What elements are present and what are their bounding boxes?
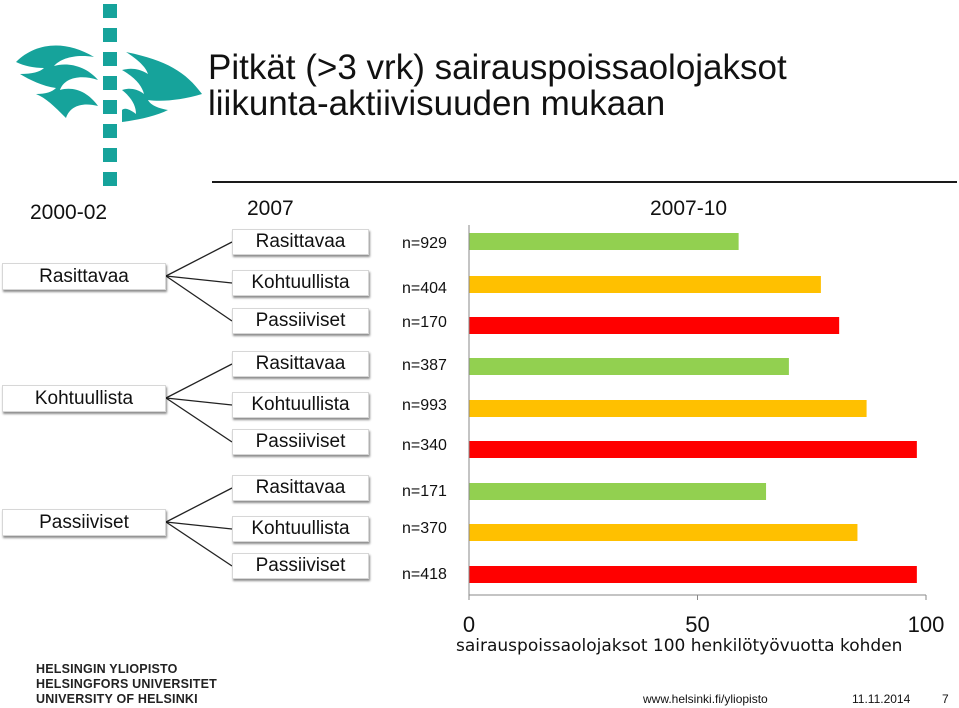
bar-4	[469, 358, 789, 375]
n-label: n=340	[402, 437, 447, 454]
bar-1	[469, 233, 739, 250]
n-label: n=993	[402, 397, 447, 414]
n-label: n=171	[402, 483, 447, 500]
bar-9	[469, 566, 917, 583]
header-2000-02: 2000-02	[30, 201, 108, 224]
x-axis-title: sairauspoissaolojaksot 100 henkilötyövuotta kohden	[456, 636, 903, 656]
sub-box-2-rasittavaa: Rasittavaa	[232, 351, 369, 377]
sub-box-3-kohtuullista: Kohtuullista	[232, 516, 369, 542]
footer-page-number: 7	[942, 692, 949, 706]
wordmark-line1: HELSINGIN YLIOPISTO	[36, 662, 178, 676]
n-label: n=370	[402, 520, 447, 537]
n-label: n=929	[402, 235, 447, 252]
bar-2	[469, 276, 821, 293]
bar-3	[469, 317, 839, 334]
n-label: n=418	[402, 566, 447, 583]
group-box-rasittavaa: Rasittavaa	[2, 263, 166, 290]
bar-8	[469, 524, 857, 541]
sub-box-1-rasittavaa: Rasittavaa	[232, 229, 369, 255]
x-tick-label: 0	[462, 612, 476, 637]
sub-box-3-passiiviset: Passiiviset	[232, 553, 369, 579]
bar-5	[469, 400, 867, 417]
x-tick-label: 100	[907, 612, 945, 637]
slide-title-line1: Pitkät (>3 vrk) sairauspoissaolojaksot	[208, 48, 787, 87]
sub-box-2-kohtuullista: Kohtuullista	[232, 392, 369, 418]
footer-url[interactable]: www.helsinki.fi/yliopisto	[643, 692, 768, 706]
group-box-kohtuullista: Kohtuullista	[2, 385, 166, 412]
bar-7	[469, 483, 766, 500]
sub-box-1-passiiviset: Passiiviset	[232, 308, 369, 334]
x-tick-label: 50	[685, 612, 710, 637]
sub-box-2-passiiviset: Passiiviset	[232, 429, 369, 455]
n-label: n=170	[402, 314, 447, 331]
university-wordmark	[36, 662, 217, 707]
n-label: n=387	[402, 357, 447, 374]
header-2007: 2007	[247, 197, 294, 220]
sub-box-3-rasittavaa: Rasittavaa	[232, 475, 369, 501]
wordmark-line2: HELSINGFORS UNIVERSITET	[36, 677, 218, 691]
slide-title-line2: liikunta-aktiivisuuden mukaan	[208, 84, 666, 123]
n-label: n=404	[402, 280, 447, 297]
wordmark-line3: UNIVERSITY OF HELSINKI	[36, 692, 198, 706]
group-box-passiiviset: Passiiviset	[2, 509, 166, 536]
bar-6	[469, 441, 917, 458]
header-2007-10: 2007-10	[650, 197, 728, 220]
footer-date: 11.11.2014	[852, 692, 911, 706]
sub-box-1-kohtuullista: Kohtuullista	[232, 270, 369, 296]
